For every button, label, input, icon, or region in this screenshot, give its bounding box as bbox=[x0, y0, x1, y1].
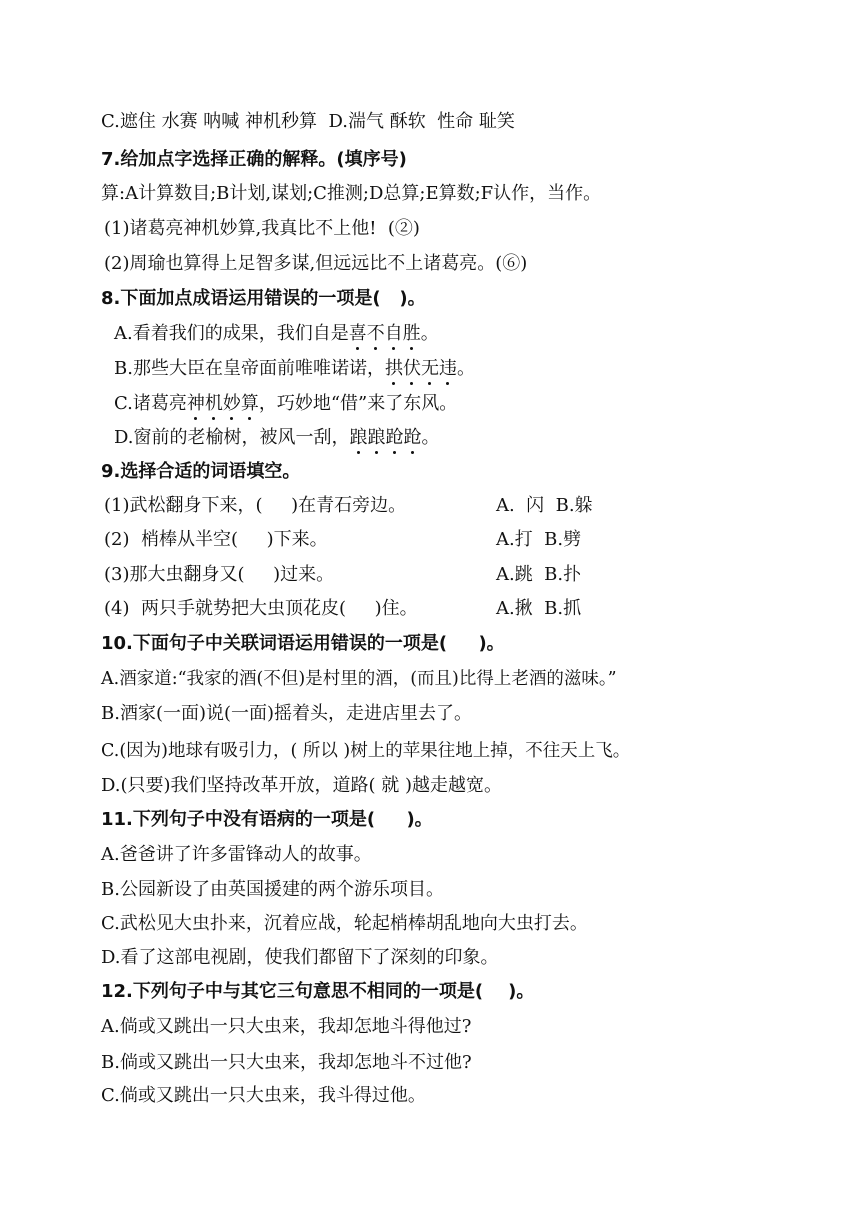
dotted-char: 喜 bbox=[349, 321, 367, 347]
question-7-item-1: (1)诸葛亮神机妙算,我真比不上他! (②) bbox=[104, 218, 420, 239]
dotted-char: 踉 bbox=[350, 425, 368, 451]
question-12-option-c: C.倘或又跳出一只大虫来，我斗得过他。 bbox=[101, 1085, 426, 1106]
option-text: B.那些大臣在皇帝面前唯唯诺诺， bbox=[114, 358, 385, 379]
question-10-option-b: B.酒家(一面)说(一面)摇着头，走进店里去了。 bbox=[101, 703, 473, 724]
dotted-char: 算 bbox=[241, 391, 259, 417]
dotted-char: 妙 bbox=[223, 391, 241, 417]
question-9-item-3: (3)那大虫翻身又( )过来。 bbox=[104, 564, 335, 585]
question-10-title: 10.下面句子中关联词语运用错误的一项是( )。 bbox=[101, 633, 505, 654]
dotted-char: 不 bbox=[367, 321, 385, 347]
option-text: C.诸葛亮 bbox=[114, 393, 187, 414]
dotted-char: 自 bbox=[385, 321, 403, 347]
question-12-option-b: B.倘或又跳出一只大虫来，我却怎地斗不过他? bbox=[101, 1052, 472, 1073]
question-8-option-c bbox=[114, 391, 457, 417]
dotted-char: 踉 bbox=[368, 425, 386, 451]
question-11-title: 11.下列句子中没有语病的一项是( )。 bbox=[101, 809, 433, 830]
question-11-option-d: D.看了这部电视剧，使我们都留下了深刻的印象。 bbox=[101, 947, 499, 968]
question-9-item-4-options: A.揪 B.抓 bbox=[496, 598, 582, 619]
dotted-char: 机 bbox=[205, 391, 223, 417]
question-7-item-2: (2)周瑜也算得上足智多谋,但远远比不上诸葛亮。(⑥) bbox=[104, 253, 528, 274]
question-10-option-d: D.(只要)我们坚持改革开放，道路( 就 )越走越宽。 bbox=[101, 775, 503, 796]
question-8-option-a bbox=[114, 321, 439, 347]
options-c-d-line: C.遮住 水赛 呐喊 神机秒算 D.湍气 酥软 性命 耻笑 bbox=[101, 111, 515, 132]
dotted-char: 胜 bbox=[403, 321, 421, 347]
dotted-char: 违 bbox=[439, 356, 457, 382]
dotted-char: 神 bbox=[187, 391, 205, 417]
option-text: ，巧妙地“借”来了东风。 bbox=[258, 393, 458, 414]
question-9-item-2-options: A.打 B.劈 bbox=[496, 529, 582, 550]
dotted-char: 拱 bbox=[385, 356, 403, 382]
question-9-item-2: (2) 梢棒从半空( )下来。 bbox=[104, 529, 328, 550]
question-11-option-c: C.武松见大虫扑来，沉着应战，轮起梢棒胡乱地向大虫打去。 bbox=[101, 913, 588, 934]
dotted-char: 跄 bbox=[386, 425, 404, 451]
question-11-option-a: A.爸爸讲了许多雷锋动人的故事。 bbox=[101, 844, 372, 865]
option-text: 。 bbox=[456, 358, 475, 379]
dotted-char: 伏 bbox=[403, 356, 421, 382]
question-7-title: 7.给加点字选择正确的解释。(填序号) bbox=[101, 149, 407, 170]
question-9-item-4: (4) 两只手就势把大虫顶花皮( )住。 bbox=[104, 598, 418, 619]
dotted-char: 无 bbox=[421, 356, 439, 382]
question-8-option-d bbox=[114, 425, 440, 451]
question-9-title: 9.选择合适的词语填空。 bbox=[101, 461, 301, 482]
question-11-option-b: B.公园新设了由英国援建的两个游乐项目。 bbox=[101, 879, 444, 900]
question-9-item-1-options: A. 闪 B.躲 bbox=[496, 495, 593, 516]
question-10-option-c: C.(因为)地球有吸引力，( 所以 )树上的苹果往地上掉，不往天上飞。 bbox=[101, 741, 631, 761]
question-12-option-a: A.倘或又跳出一只大虫来，我却怎地斗得他过? bbox=[101, 1016, 472, 1037]
question-7-definitions: 算:A计算数目;B计划,谋划;C推测;D总算;E算数;F认作，当作。 bbox=[101, 183, 602, 204]
option-text: A.看着我们的成果，我们自是 bbox=[114, 323, 349, 344]
question-9-item-1: (1)武松翻身下来，( )在青石旁边。 bbox=[104, 495, 407, 516]
question-8-title: 8.下面加点成语运用错误的一项是( )。 bbox=[101, 288, 426, 309]
question-8-option-b bbox=[114, 356, 475, 382]
question-9-item-3-options: A.跳 B.扑 bbox=[496, 564, 582, 585]
dotted-char: 跄 bbox=[404, 425, 422, 451]
question-10-option-a: A.酒家道:“我家的酒(不但)是村里的酒，(而且)比得上老酒的滋味。” bbox=[101, 669, 617, 689]
option-text: 。 bbox=[420, 323, 439, 344]
question-12-title: 12.下列句子中与其它三句意思不相同的一项是( )。 bbox=[101, 981, 535, 1002]
option-text: D.窗前的老榆树，被风一刮， bbox=[114, 427, 350, 448]
option-text: 。 bbox=[421, 427, 440, 448]
